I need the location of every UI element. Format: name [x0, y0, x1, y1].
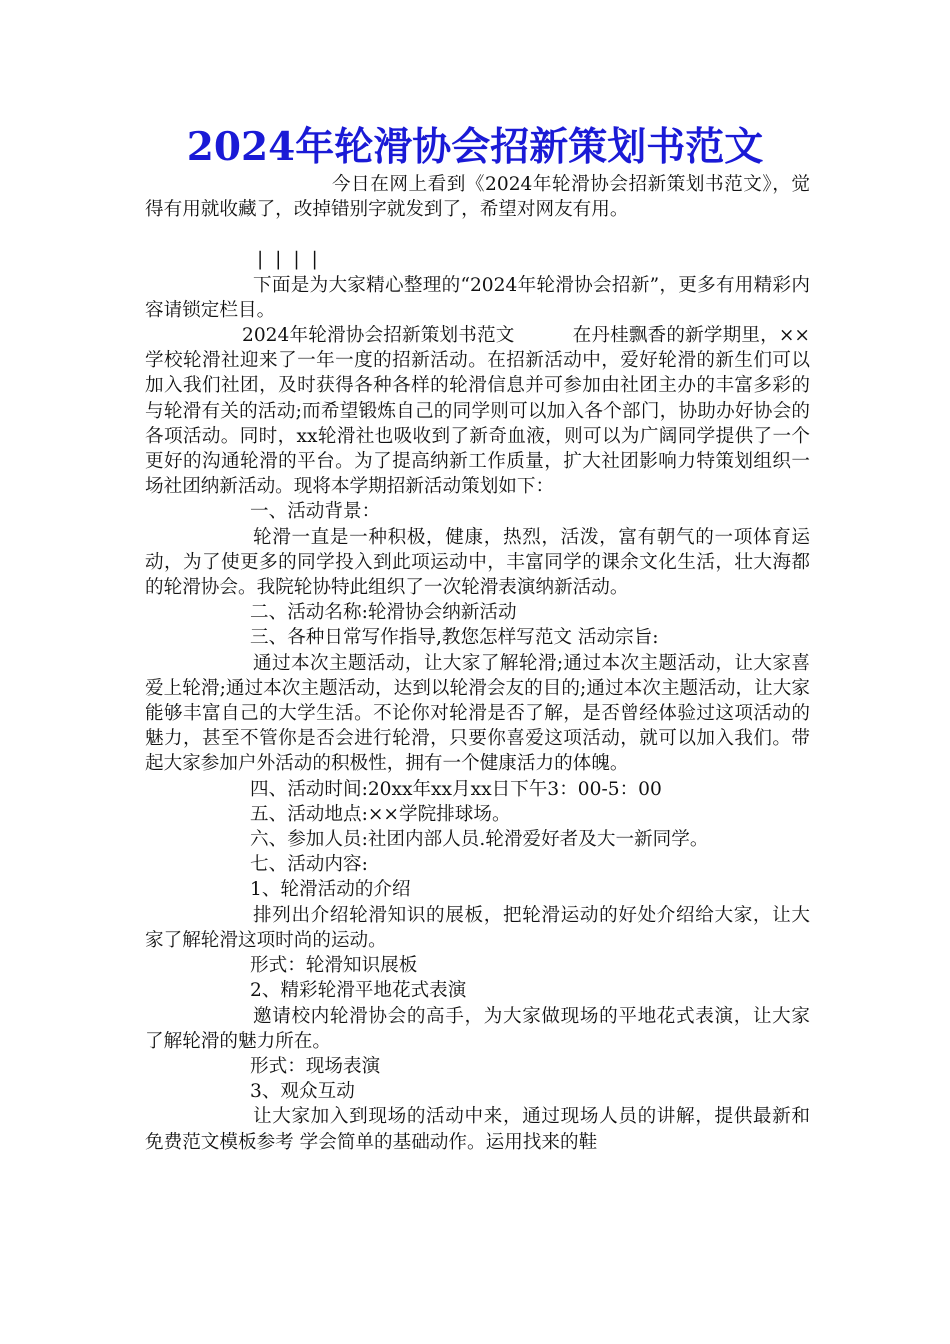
item-3-heading: 3、观众互动 [250, 1081, 355, 1103]
separator-bars: | | | | [257, 249, 321, 271]
heading-name: 二、活动名称:轮滑协会纳新活动 [250, 602, 517, 624]
heading-purpose: 三、各种日常写作指导,教您怎样写范文 活动宗旨: [250, 627, 659, 649]
document-body [145, 172, 810, 1155]
heading-people: 六、参加人员:社团内部人员.轮滑爱好者及大一新同学。 [250, 829, 709, 851]
item-1-form: 形式：轮滑知识展板 [250, 955, 418, 977]
lead-paragraph: 下面是为大家精心整理的“2024年轮滑协会招新”，更多有用精彩内容请锁定栏目。 [145, 274, 810, 321]
heading-background: 一、活动背景： [250, 501, 381, 523]
item-3-text: 让大家加入到现场的活动中来，通过现场人员的讲解，提供最新和免费范文模板参考 学会简单的基础动作。运用找来的鞋 [145, 1106, 810, 1153]
paragraph-purpose: 通过本次主题活动，让大家了解轮滑;通过本次主题活动，让大家喜爱上轮滑;通过本次主题活动，达到以轮滑会友的目的;通过本次主题活动，让大家能够丰富自己的大学生活。不论你对轮滑是否了解，是否曾经体验过这项活动的魅力，甚至不管你是否会进行轮滑，只要你喜爱这项活动，就可以加入我们。带起大家参加户外活动的积极性，拥有一个健康活力的体魄。 [145, 652, 810, 775]
subtitle: 2024年轮滑协会招新策划书范文 [242, 325, 515, 347]
item-2-heading: 2、精彩轮滑平地花式表演 [250, 980, 467, 1002]
item-1-text: 排列出介绍轮滑知识的展板，把轮滑运动的好处介绍给大家，让大家了解轮滑这项时尚的运动。 [145, 904, 810, 951]
heading-content: 七、活动内容: [250, 854, 368, 876]
subtitle-paragraph [145, 323, 810, 499]
intro-paragraph: 今日在网上看到《2024年轮滑协会招新策划书范文》，觉得有用就收藏了，改掉错别字就发到了，希望对网友有用。 [145, 174, 810, 221]
heading-place: 五、活动地点:××学院排球场。 [250, 803, 511, 825]
item-1-heading: 1、轮滑活动的介绍 [250, 879, 411, 901]
item-2-text: 邀请校内轮滑协会的高手，为大家做现场的平地花式表演，让大家了解轮滑的魅力所在。 [145, 1005, 810, 1052]
paragraph-background: 轮滑一直是一种积极，健康，热烈，活泼，富有朝气的一项体育运动，为了使更多的同学投入到此项运动中，丰富同学的课余文化生活，壮大海都的轮滑协会。我院轮协特此组织了一次轮滑表演纳新活动。 [145, 526, 810, 599]
heading-time: 四、活动时间:20xx年xx月xx日下午3：00-5：00 [250, 778, 662, 800]
document-title: 2024年轮滑协会招新策划书范文 [186, 124, 764, 170]
item-2-form: 形式：现场表演 [250, 1055, 381, 1077]
paragraph-1: 在丹桂飘香的新学期里，××学校轮滑社迎来了一年一度的招新活动。在招新活动中，爱好轮滑的新生们可以加入我们社团，及时获得各种各样的轮滑信息并可参加由社团主办的丰富多彩的与轮滑有关的活动;而希望锻炼自己的同学则可以加入各个部门，协助办好协会的各项活动。同时，xx轮滑社也吸收到了新奇血液，则可以为广阔同学提供了一个更好的沟通轮滑的平台。为了提高纳新工作质量，扩大社团影响力特策划组织一场社团纳新活动。现将本学期招新活动策划如下： [145, 325, 810, 498]
